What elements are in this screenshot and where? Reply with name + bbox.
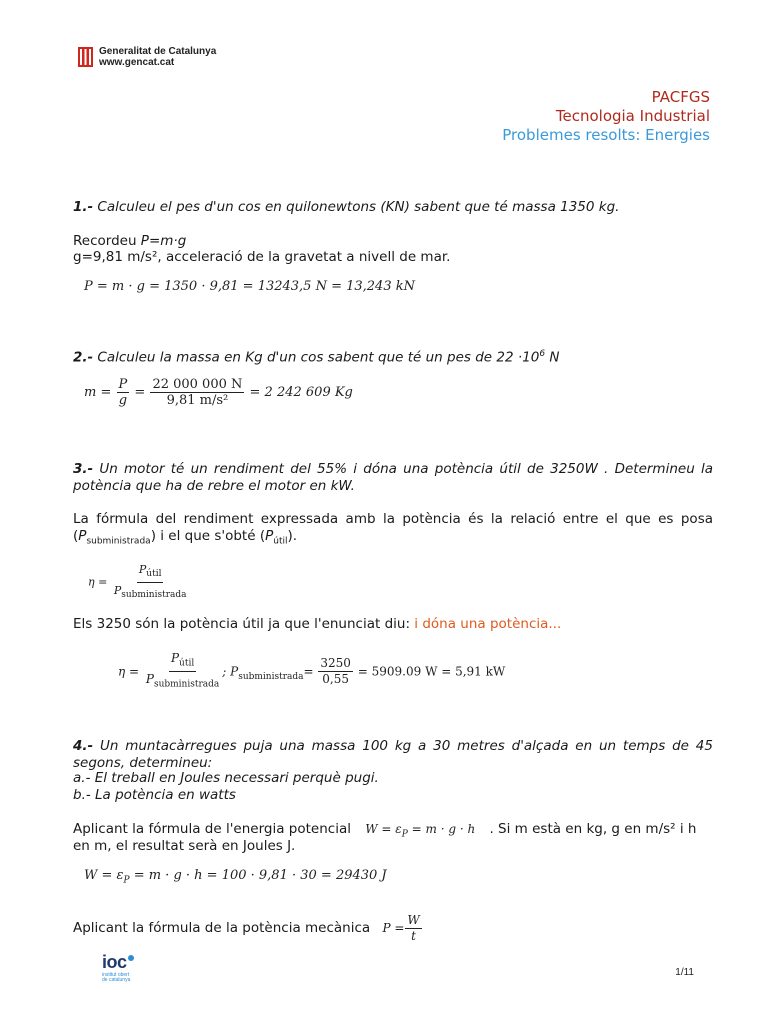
gencat-bars-icon [78,47,93,67]
text: La fórmula del rendiment expressada amb la potència és la relació entre el que es posa ( [73,511,713,544]
problem-1-reminder [73,233,713,250]
subscript: útil [273,536,288,547]
fraction [117,377,130,408]
question-text: Un muntacàrregues puja una massa 100 kg a 30 metres d'alçada en un temps de 45 segons, determineu: [73,738,713,771]
inline-formula [382,913,422,943]
exponent: 6 [539,349,546,359]
problem-4-explanation-cont: en m, el resultat serà en Joules J. [73,838,296,854]
numerator [137,562,164,583]
ioc-logo [102,952,134,983]
section-title: Problemes resolts: Energies [502,126,710,144]
gencat-name: Generalitat de Catalunya [99,46,217,57]
equals: = [134,385,146,400]
gencat-logo-text [99,46,216,68]
denominator: t [411,929,416,943]
numerator: 3250 [320,656,351,671]
numerator [169,651,196,672]
gencat-logo [78,46,216,68]
symbol: P [138,563,147,576]
ioc-logo-text: ioc [102,952,127,972]
numerator: W [407,913,420,927]
equals: = [303,664,314,679]
problem-number: 2.- [73,349,94,366]
symbol: W = ε [84,868,124,883]
problem-4-power-text [73,913,713,944]
problem-4-question [73,738,713,772]
numerator: 22 000 000 N [152,377,243,392]
course-code: PACFGS [651,88,710,106]
subscript: útil [179,658,195,669]
reminder-label: Recordeu [73,233,141,249]
subject-title: Tecnologia Industrial [555,107,710,125]
symbol: W = ε [365,822,402,836]
symbol: P [145,672,154,687]
problem-number: 3.- [73,461,94,477]
problem-4-formula [84,868,387,886]
question-unit: N [545,349,560,366]
symbol: ; P [222,664,239,679]
efficiency-formula [88,562,190,603]
denominator [112,583,189,603]
fraction [318,656,353,687]
problem-3-question [73,461,713,495]
formula-lhs: P = [382,921,405,935]
symbol: P [78,528,87,544]
inline-formula [365,822,476,840]
subscript: P [401,829,408,840]
formula-lhs: η = [118,664,140,679]
problem-1-gravity: g=9,81 m/s², acceleració de la gravetat a nivell de mar. [73,249,451,265]
text: ). [287,528,298,544]
problem-1-question [73,199,713,216]
question-text: Calculeu el pes d'un cos en quilonewtons (KN) sabent que té massa 1350 kg. [93,199,620,215]
symbol: P [113,584,122,598]
symbol: P [265,528,274,544]
question-text: Calculeu la massa en Kg d'un cos sabent que té un pes de 22 ·10 [93,349,540,366]
symbol: = m · g · h [407,822,476,836]
reminder-formula: P=m·g [140,233,187,249]
formula-result: = 2 242 609 Kg [249,385,353,400]
quote-text: i dóna una potència... [414,616,562,632]
text: Aplicant la fórmula de l'energia potencial [73,821,351,837]
question-text: Un motor té un rendiment del 55% i dóna una potència útil de 3250W . Determineu la potència que ha de rebre el motor en kW. [73,461,713,494]
problem-3-explanation [73,511,713,551]
ioc-subtitle-2: de catalunya [102,977,131,983]
problem-4-item-a: a.- El treball en Joules necessari perquè pugi. [73,770,379,786]
formula-result: = 5909.09 W = 5,91 kW [357,664,506,679]
problem-2-question [73,346,713,367]
fraction [112,562,189,603]
symbol: P [170,651,180,665]
fraction [150,377,244,408]
subscript: subministrada [153,679,220,690]
denominator: 9,81 m/s² [166,393,229,408]
text: ) i el que s'obté ( [150,528,266,544]
text: Els 3250 són la potència útil ja que l'enunciat diu: [73,616,415,632]
subscript: subministrada [238,671,304,682]
numerator: P [118,377,128,392]
formula-lhs: m = [84,385,112,400]
problem-number: 4.- [73,738,94,754]
fraction [144,651,221,693]
formula-result: = m · g · h = 100 · 9,81 · 30 = 29430 J [129,868,387,883]
fraction [405,913,421,944]
problem-3-formula [118,651,505,693]
subscript: subministrada [121,590,187,601]
gencat-url: www.gencat.cat [99,57,175,68]
problem-1-formula: P = m · g = 1350 · 9,81 = 13243,5 N = 13,243 kN [84,279,415,294]
denominator: g [118,393,128,408]
ioc-subtitle-1: institut obert [102,972,130,978]
formula-lhs: η = [88,575,108,589]
problem-2-formula [84,377,353,408]
denominator [144,672,221,692]
problem-number: 1.- [73,199,94,215]
text: . Si m està en kg, g en m/s² i h [489,821,697,837]
problem-3-note [73,616,713,633]
problem-4-item-b: b.- La potència en watts [73,787,236,803]
subscript: P [123,875,130,886]
denominator: 0,55 [322,672,350,687]
page-number: 1/11 [675,967,694,978]
subscript: útil [146,569,162,580]
text: Aplicant la fórmula de la potència mecànica [73,920,371,936]
subscript: subministrada [86,536,151,547]
ioc-dot-icon [128,955,134,961]
title-block [502,88,710,145]
